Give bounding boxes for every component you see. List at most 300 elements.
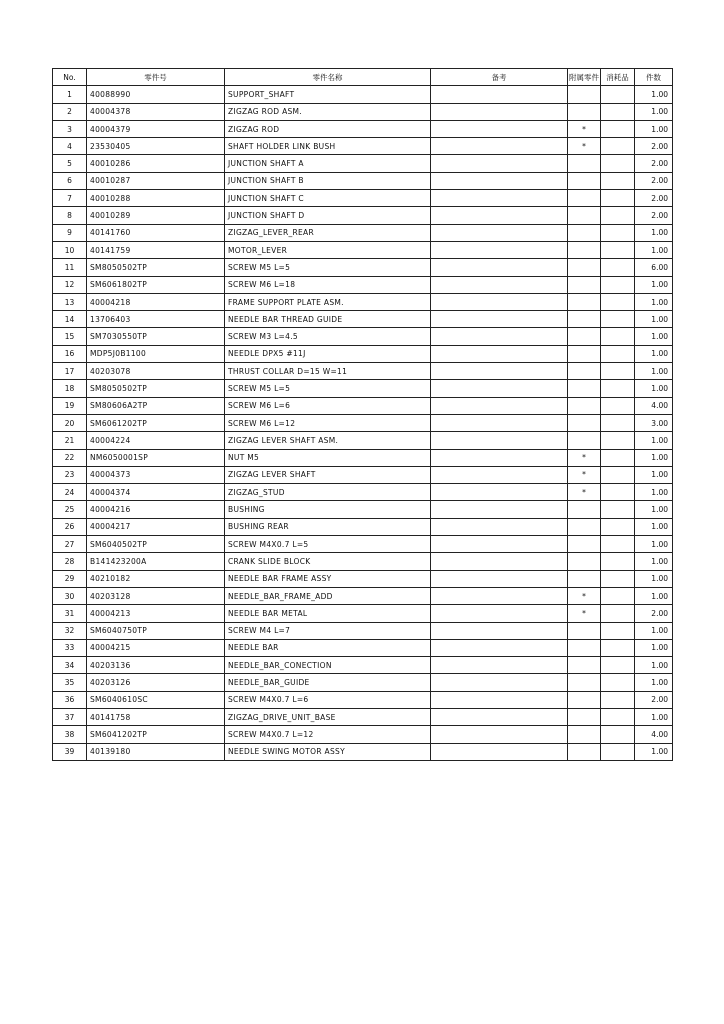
quantity: 2.00 [635, 155, 673, 172]
attached-part-mark [568, 414, 601, 431]
quantity: 1.00 [635, 276, 673, 293]
attached-part-mark: * [568, 484, 601, 501]
quantity: 1.00 [635, 553, 673, 570]
table-row [53, 293, 673, 310]
row-number: 38 [53, 726, 87, 743]
part-code: 40203128 [87, 587, 225, 604]
part-name: NEEDLE BAR METAL [225, 605, 431, 622]
remark-cell [431, 380, 568, 397]
row-number: 16 [53, 345, 87, 362]
header-no: No. [53, 69, 87, 86]
consumable-mark [601, 311, 635, 328]
part-name: BUSHING REAR [225, 518, 431, 535]
table-row [53, 674, 673, 691]
remark-cell [431, 207, 568, 224]
row-number: 10 [53, 241, 87, 258]
attached-part-mark [568, 293, 601, 310]
remark-cell [431, 363, 568, 380]
quantity: 1.00 [635, 345, 673, 362]
table-header [53, 69, 673, 86]
remark-cell [431, 276, 568, 293]
part-code: 40088990 [87, 86, 225, 103]
quantity: 1.00 [635, 587, 673, 604]
table-row [53, 518, 673, 535]
part-name: NEEDLE BAR [225, 639, 431, 656]
remark-cell [431, 605, 568, 622]
remark-cell [431, 397, 568, 414]
part-code: 23530405 [87, 138, 225, 155]
part-name: ZIGZAG_DRIVE_UNIT_BASE [225, 708, 431, 725]
part-code: 40004374 [87, 484, 225, 501]
remark-cell [431, 241, 568, 258]
part-name: ZIGZAG_LEVER_REAR [225, 224, 431, 241]
table-row [53, 605, 673, 622]
part-name: FRAME SUPPORT PLATE ASM. [225, 293, 431, 310]
attached-part-mark [568, 190, 601, 207]
attached-part-mark [568, 501, 601, 518]
table-row [53, 622, 673, 639]
table-row [53, 224, 673, 241]
quantity: 1.00 [635, 657, 673, 674]
part-code: SM6061802TP [87, 276, 225, 293]
attached-part-mark [568, 622, 601, 639]
quantity: 2.00 [635, 172, 673, 189]
row-number: 7 [53, 190, 87, 207]
part-code: 40004218 [87, 293, 225, 310]
table-row [53, 190, 673, 207]
quantity: 6.00 [635, 259, 673, 276]
quantity: 1.00 [635, 103, 673, 120]
row-number: 37 [53, 708, 87, 725]
attached-part-mark [568, 432, 601, 449]
header-part-code: 零件号 [87, 69, 225, 86]
row-number: 2 [53, 103, 87, 120]
remark-cell [431, 708, 568, 725]
table-row [53, 708, 673, 725]
attached-part-mark [568, 345, 601, 362]
row-number: 4 [53, 138, 87, 155]
attached-part-mark [568, 726, 601, 743]
remark-cell [431, 726, 568, 743]
consumable-mark [601, 363, 635, 380]
part-name: NEEDLE SWING MOTOR ASSY [225, 743, 431, 760]
row-number: 26 [53, 518, 87, 535]
table-row [53, 639, 673, 656]
part-name: NEEDLE BAR THREAD GUIDE [225, 311, 431, 328]
part-code: SM6040750TP [87, 622, 225, 639]
part-code: 40004215 [87, 639, 225, 656]
part-code: 40203126 [87, 674, 225, 691]
quantity: 1.00 [635, 449, 673, 466]
quantity: 1.00 [635, 708, 673, 725]
remark-cell [431, 86, 568, 103]
attached-part-mark [568, 708, 601, 725]
header-remark: 备考 [431, 69, 568, 86]
quantity: 1.00 [635, 518, 673, 535]
quantity: 4.00 [635, 397, 673, 414]
row-number: 33 [53, 639, 87, 656]
header-quantity: 件数 [635, 69, 673, 86]
remark-cell [431, 190, 568, 207]
attached-part-mark: * [568, 449, 601, 466]
quantity: 2.00 [635, 207, 673, 224]
table-row [53, 501, 673, 518]
table-row [53, 120, 673, 137]
row-number: 12 [53, 276, 87, 293]
attached-part-mark [568, 259, 601, 276]
part-name: ZIGZAG_STUD [225, 484, 431, 501]
row-number: 24 [53, 484, 87, 501]
consumable-mark [601, 466, 635, 483]
part-code: 40004373 [87, 466, 225, 483]
row-number: 1 [53, 86, 87, 103]
row-number: 17 [53, 363, 87, 380]
part-name: NEEDLE_BAR_CONECTION [225, 657, 431, 674]
part-name: ZIGZAG ROD [225, 120, 431, 137]
consumable-mark [601, 657, 635, 674]
attached-part-mark [568, 518, 601, 535]
attached-part-mark [568, 207, 601, 224]
consumable-mark [601, 380, 635, 397]
table-row [53, 743, 673, 760]
part-code: 40210182 [87, 570, 225, 587]
attached-part-mark: * [568, 138, 601, 155]
remark-cell [431, 120, 568, 137]
quantity: 2.00 [635, 138, 673, 155]
consumable-mark [601, 328, 635, 345]
consumable-mark [601, 708, 635, 725]
consumable-mark [601, 414, 635, 431]
attached-part-mark [568, 674, 601, 691]
row-number: 31 [53, 605, 87, 622]
header-row [53, 69, 673, 86]
quantity: 2.00 [635, 691, 673, 708]
consumable-mark [601, 570, 635, 587]
consumable-mark [601, 276, 635, 293]
table-row [53, 484, 673, 501]
consumable-mark [601, 622, 635, 639]
remark-cell [431, 311, 568, 328]
quantity: 2.00 [635, 605, 673, 622]
quantity: 1.00 [635, 311, 673, 328]
part-name: SCREW M4X0.7 L=12 [225, 726, 431, 743]
quantity: 3.00 [635, 414, 673, 431]
part-code: SM8050502TP [87, 380, 225, 397]
row-number: 3 [53, 120, 87, 137]
table-row [53, 172, 673, 189]
part-code: 40141758 [87, 708, 225, 725]
part-code: 40004216 [87, 501, 225, 518]
part-name: SCREW M6 L=12 [225, 414, 431, 431]
row-number: 15 [53, 328, 87, 345]
table-row [53, 570, 673, 587]
remark-cell [431, 657, 568, 674]
attached-part-mark [568, 363, 601, 380]
consumable-mark [601, 449, 635, 466]
part-name: NEEDLE BAR FRAME ASSY [225, 570, 431, 587]
part-code: 40139180 [87, 743, 225, 760]
part-name: NEEDLE_BAR_GUIDE [225, 674, 431, 691]
attached-part-mark [568, 743, 601, 760]
consumable-mark [601, 293, 635, 310]
consumable-mark [601, 138, 635, 155]
part-name: SCREW M4 L=7 [225, 622, 431, 639]
part-name: NUT M5 [225, 449, 431, 466]
remark-cell [431, 518, 568, 535]
part-code: NM6050001SP [87, 449, 225, 466]
part-name: MOTOR_LEVER [225, 241, 431, 258]
table-row [53, 241, 673, 258]
remark-cell [431, 345, 568, 362]
row-number: 35 [53, 674, 87, 691]
quantity: 1.00 [635, 466, 673, 483]
table-row [53, 466, 673, 483]
part-name: BUSHING [225, 501, 431, 518]
quantity: 1.00 [635, 639, 673, 656]
table-row [53, 587, 673, 604]
remark-cell [431, 138, 568, 155]
attached-part-mark: * [568, 120, 601, 137]
part-code: B141423200A [87, 553, 225, 570]
attached-part-mark: * [568, 466, 601, 483]
consumable-mark [601, 674, 635, 691]
consumable-mark [601, 103, 635, 120]
part-name: SHAFT HOLDER LINK BUSH [225, 138, 431, 155]
part-code: MDP5J0B1100 [87, 345, 225, 362]
remark-cell [431, 553, 568, 570]
attached-part-mark [568, 328, 601, 345]
quantity: 1.00 [635, 432, 673, 449]
attached-part-mark [568, 553, 601, 570]
part-code: SM6061202TP [87, 414, 225, 431]
part-name: THRUST COLLAR D=15 W=11 [225, 363, 431, 380]
part-code: 40141759 [87, 241, 225, 258]
quantity: 1.00 [635, 501, 673, 518]
part-name: SUPPORT_SHAFT [225, 86, 431, 103]
table-row [53, 691, 673, 708]
row-number: 6 [53, 172, 87, 189]
consumable-mark [601, 432, 635, 449]
row-number: 14 [53, 311, 87, 328]
part-name: SCREW M6 L=6 [225, 397, 431, 414]
part-code: SM6040502TP [87, 536, 225, 553]
consumable-mark [601, 726, 635, 743]
quantity: 1.00 [635, 293, 673, 310]
part-code: SM80606A2TP [87, 397, 225, 414]
row-number: 27 [53, 536, 87, 553]
consumable-mark [601, 155, 635, 172]
table-row [53, 155, 673, 172]
remark-cell [431, 172, 568, 189]
part-code: 40141760 [87, 224, 225, 241]
consumable-mark [601, 501, 635, 518]
table-row [53, 311, 673, 328]
row-number: 8 [53, 207, 87, 224]
row-number: 9 [53, 224, 87, 241]
row-number: 20 [53, 414, 87, 431]
table-row [53, 380, 673, 397]
remark-cell [431, 501, 568, 518]
table-row [53, 259, 673, 276]
header-attached-part: 附属零件 [568, 69, 601, 86]
part-name: JUNCTION SHAFT A [225, 155, 431, 172]
consumable-mark [601, 639, 635, 656]
part-name: SCREW M4X0.7 L=5 [225, 536, 431, 553]
row-number: 39 [53, 743, 87, 760]
quantity: 1.00 [635, 570, 673, 587]
part-code: 13706403 [87, 311, 225, 328]
row-number: 11 [53, 259, 87, 276]
remark-cell [431, 103, 568, 120]
part-name: CRANK SLIDE BLOCK [225, 553, 431, 570]
part-code: 40010288 [87, 190, 225, 207]
quantity: 1.00 [635, 224, 673, 241]
attached-part-mark [568, 103, 601, 120]
row-number: 32 [53, 622, 87, 639]
remark-cell [431, 484, 568, 501]
consumable-mark [601, 553, 635, 570]
attached-part-mark [568, 311, 601, 328]
row-number: 22 [53, 449, 87, 466]
quantity: 1.00 [635, 86, 673, 103]
consumable-mark [601, 691, 635, 708]
part-name: SCREW M3 L=4.5 [225, 328, 431, 345]
part-code: 40203136 [87, 657, 225, 674]
table-row [53, 276, 673, 293]
part-code: 40010286 [87, 155, 225, 172]
attached-part-mark: * [568, 587, 601, 604]
remark-cell [431, 432, 568, 449]
quantity: 2.00 [635, 190, 673, 207]
part-code: SM6041202TP [87, 726, 225, 743]
quantity: 4.00 [635, 726, 673, 743]
table-row [53, 207, 673, 224]
part-code: 40203078 [87, 363, 225, 380]
attached-part-mark [568, 570, 601, 587]
attached-part-mark [568, 639, 601, 656]
quantity: 1.00 [635, 241, 673, 258]
remark-cell [431, 587, 568, 604]
remark-cell [431, 674, 568, 691]
quantity: 1.00 [635, 536, 673, 553]
consumable-mark [601, 518, 635, 535]
consumable-mark [601, 484, 635, 501]
consumable-mark [601, 536, 635, 553]
quantity: 1.00 [635, 120, 673, 137]
part-code: SM7030550TP [87, 328, 225, 345]
remark-cell [431, 570, 568, 587]
consumable-mark [601, 345, 635, 362]
consumable-mark [601, 120, 635, 137]
quantity: 1.00 [635, 328, 673, 345]
part-code: 40004378 [87, 103, 225, 120]
part-name: ZIGZAG ROD ASM. [225, 103, 431, 120]
remark-cell [431, 328, 568, 345]
attached-part-mark [568, 397, 601, 414]
table-row [53, 657, 673, 674]
quantity: 1.00 [635, 622, 673, 639]
row-number: 5 [53, 155, 87, 172]
table-row [53, 397, 673, 414]
attached-part-mark [568, 276, 601, 293]
part-name: NEEDLE_BAR_FRAME_ADD [225, 587, 431, 604]
part-name: ZIGZAG LEVER SHAFT [225, 466, 431, 483]
table-row [53, 414, 673, 431]
attached-part-mark [568, 86, 601, 103]
part-code: 40004379 [87, 120, 225, 137]
part-code: 40010287 [87, 172, 225, 189]
remark-cell [431, 639, 568, 656]
quantity: 1.00 [635, 363, 673, 380]
consumable-mark [601, 241, 635, 258]
table-row [53, 345, 673, 362]
part-name: SCREW M5 L=5 [225, 380, 431, 397]
remark-cell [431, 259, 568, 276]
row-number: 19 [53, 397, 87, 414]
consumable-mark [601, 587, 635, 604]
quantity: 1.00 [635, 743, 673, 760]
header-consumable: 消耗品 [601, 69, 635, 86]
part-name: JUNCTION SHAFT C [225, 190, 431, 207]
remark-cell [431, 622, 568, 639]
part-code: 40004224 [87, 432, 225, 449]
table-row [53, 536, 673, 553]
consumable-mark [601, 86, 635, 103]
table-row [53, 432, 673, 449]
part-name: ZIGZAG LEVER SHAFT ASM. [225, 432, 431, 449]
table-row [53, 726, 673, 743]
part-name: SCREW M6 L=18 [225, 276, 431, 293]
remark-cell [431, 743, 568, 760]
quantity: 1.00 [635, 674, 673, 691]
header-part-name: 零件名称 [225, 69, 431, 86]
row-number: 25 [53, 501, 87, 518]
table-row [53, 328, 673, 345]
consumable-mark [601, 190, 635, 207]
row-number: 13 [53, 293, 87, 310]
remark-cell [431, 691, 568, 708]
attached-part-mark [568, 691, 601, 708]
table-row [53, 86, 673, 103]
row-number: 18 [53, 380, 87, 397]
quantity: 1.00 [635, 380, 673, 397]
remark-cell [431, 536, 568, 553]
part-name: NEEDLE DPX5 #11J [225, 345, 431, 362]
row-number: 34 [53, 657, 87, 674]
table-row [53, 363, 673, 380]
attached-part-mark [568, 155, 601, 172]
remark-cell [431, 466, 568, 483]
table-row [53, 103, 673, 120]
table-row [53, 553, 673, 570]
remark-cell [431, 449, 568, 466]
table-row [53, 449, 673, 466]
parts-list-sheet [52, 68, 672, 761]
attached-part-mark [568, 536, 601, 553]
table-row [53, 138, 673, 155]
part-name: JUNCTION SHAFT D [225, 207, 431, 224]
row-number: 36 [53, 691, 87, 708]
part-code: SM6040610SC [87, 691, 225, 708]
part-code: 40004213 [87, 605, 225, 622]
consumable-mark [601, 207, 635, 224]
row-number: 28 [53, 553, 87, 570]
remark-cell [431, 414, 568, 431]
quantity: 1.00 [635, 484, 673, 501]
consumable-mark [601, 605, 635, 622]
part-code: SM8050502TP [87, 259, 225, 276]
attached-part-mark [568, 224, 601, 241]
